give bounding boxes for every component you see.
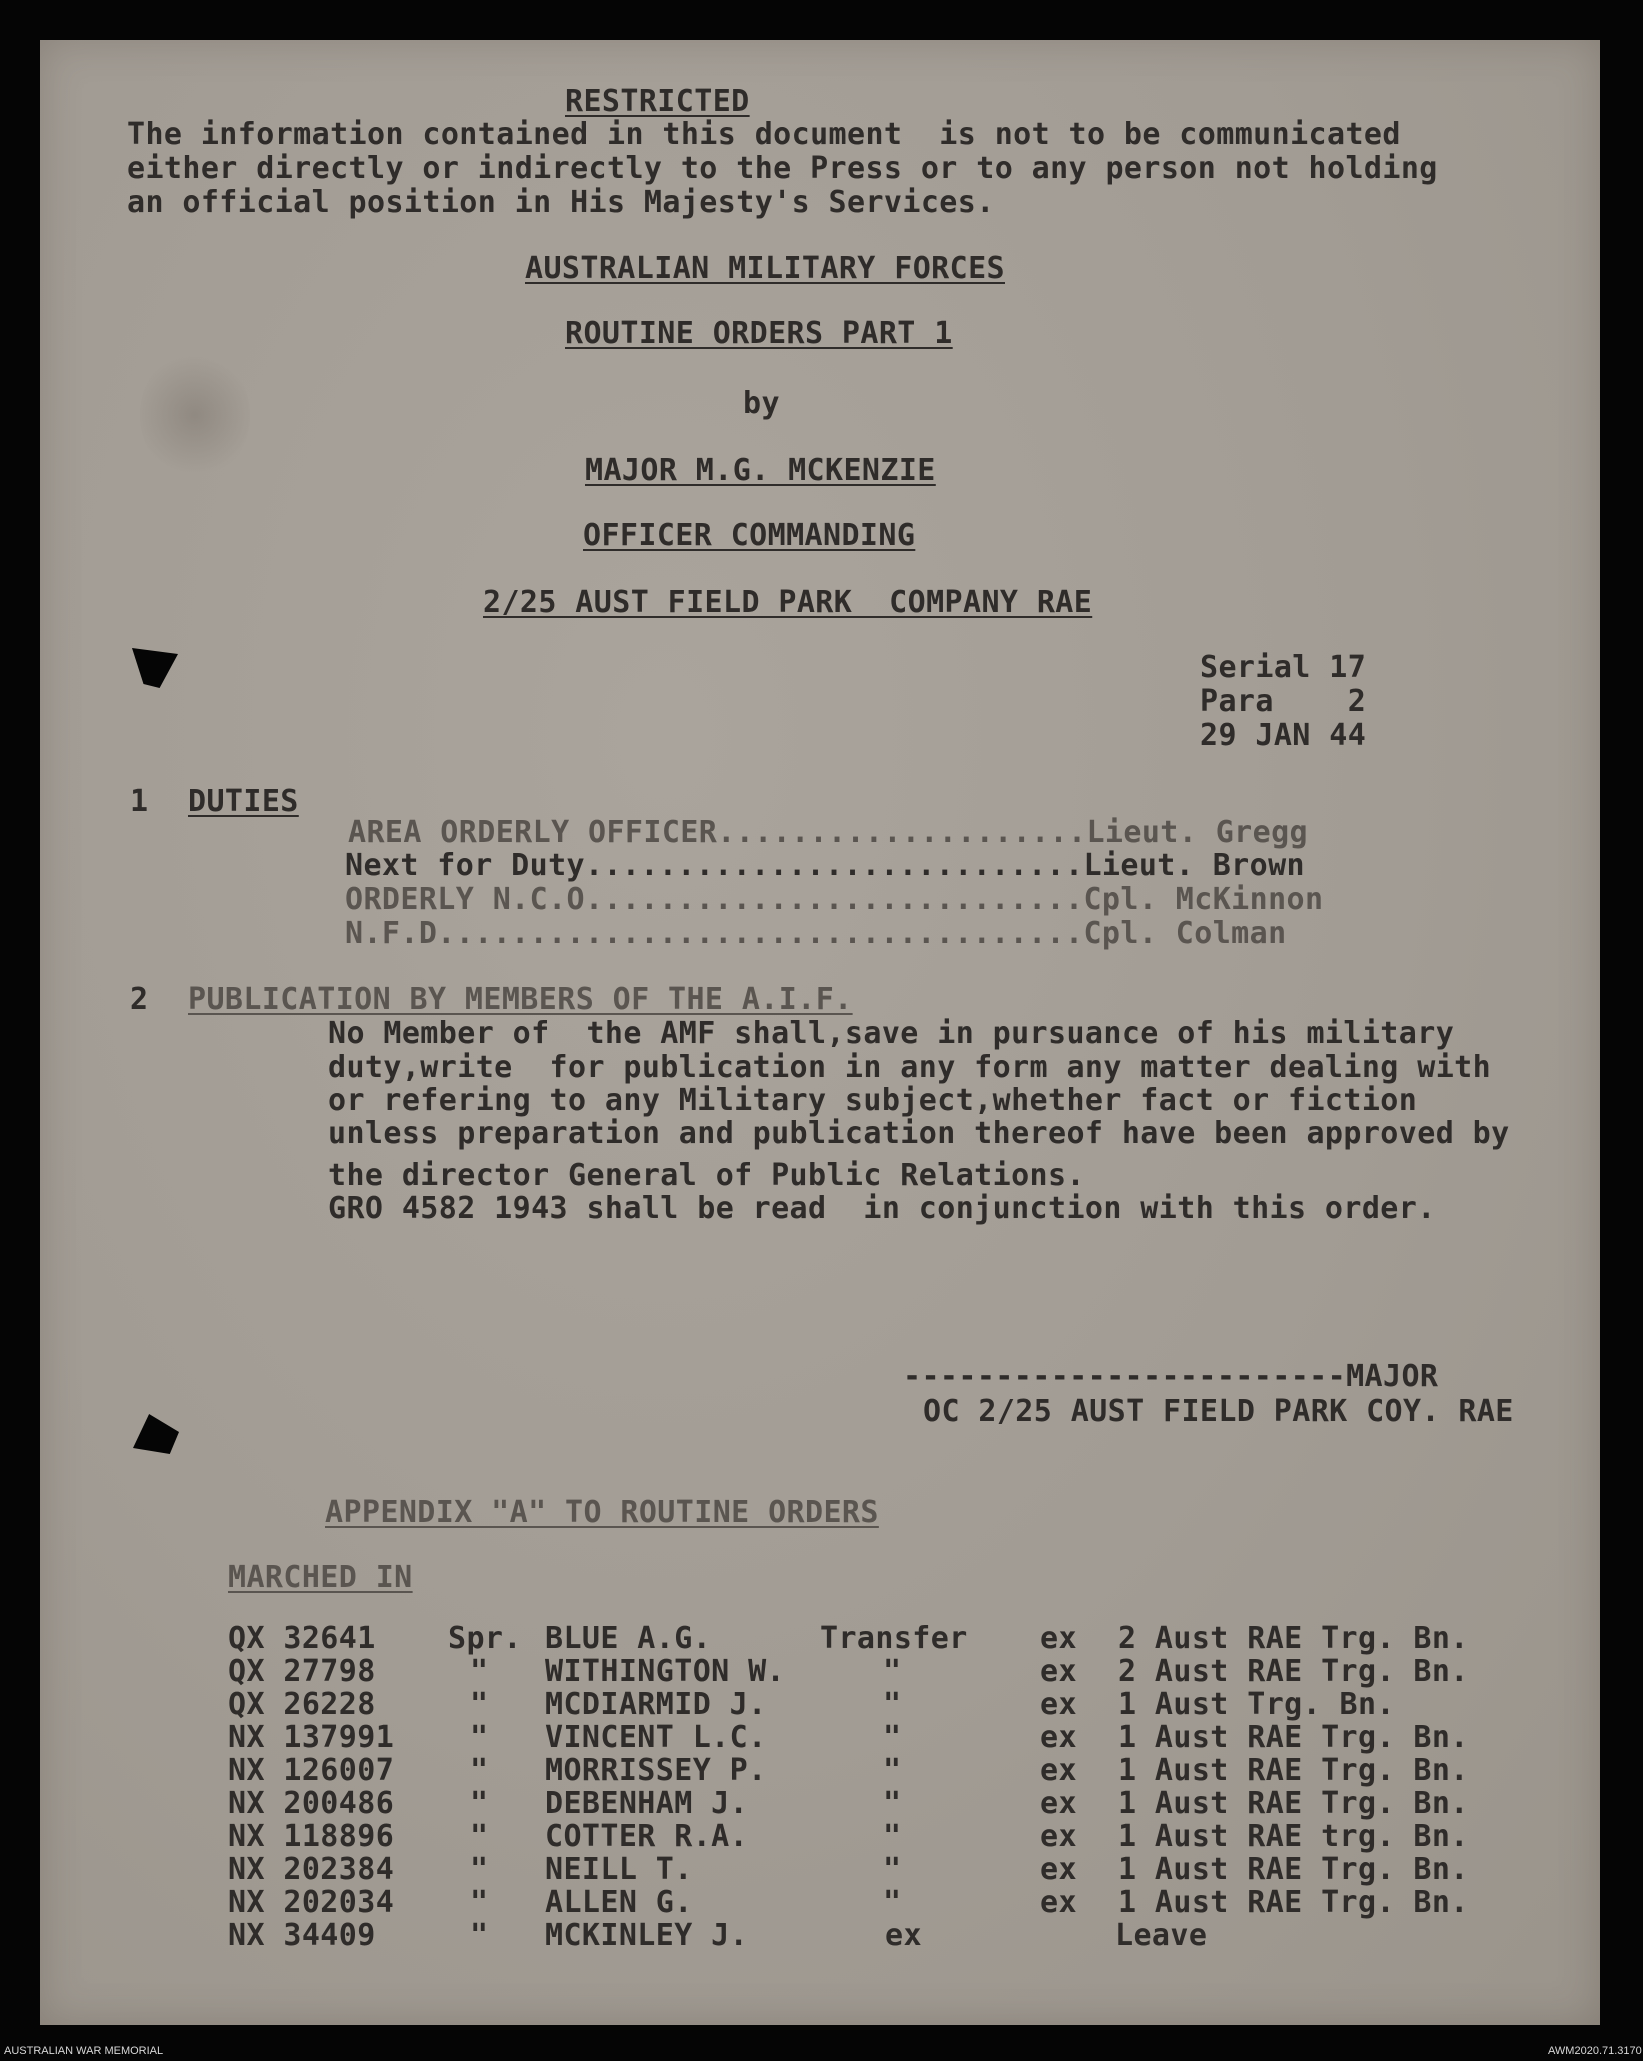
table-cell-reason: "	[883, 1720, 902, 1755]
table-cell-reason: "	[883, 1753, 902, 1788]
table-cell-name: MORRISSEY P.	[545, 1753, 767, 1788]
notice-line-3: an official position in His Majesty's Services.	[127, 185, 995, 220]
table-cell-name: ALLEN G.	[545, 1885, 693, 1920]
table-cell-name: NEILL T.	[545, 1852, 693, 1887]
table-cell-ex: ex	[1040, 1885, 1077, 1920]
duties-number: 1	[130, 784, 149, 819]
table-cell-reason: "	[883, 1654, 902, 1689]
table-cell-rank: "	[470, 1720, 489, 1755]
table-cell-rank: "	[470, 1852, 489, 1887]
publication-line: the director General of Public Relations.	[328, 1158, 1085, 1193]
table-cell-name: MCKINLEY J.	[545, 1918, 749, 1953]
table-cell-ex: ex	[1040, 1654, 1077, 1689]
table-cell-ex: ex	[1040, 1852, 1077, 1887]
duties-heading: DUTIES	[188, 784, 299, 819]
table-cell-from: 2 Aust RAE Trg. Bn.	[1118, 1621, 1469, 1656]
publication-heading: PUBLICATION BY MEMBERS OF THE A.I.F.	[188, 982, 853, 1017]
title-by: by	[743, 386, 780, 421]
table-cell-rank: "	[470, 1687, 489, 1722]
table-cell-number: NX 202034	[228, 1885, 395, 1920]
table-cell-reason: "	[883, 1819, 902, 1854]
publication-line: duty,write for publication in any form any matter dealing with	[328, 1050, 1492, 1085]
table-cell-number: NX 137991	[228, 1720, 395, 1755]
table-cell-ex: ex	[1040, 1819, 1077, 1854]
table-cell-rank: "	[470, 1918, 489, 1953]
table-cell-name: BLUE A.G.	[545, 1621, 712, 1656]
table-cell-name: DEBENHAM J.	[545, 1786, 749, 1821]
notice-line-1: The information contained in this document is not to be communicated	[127, 117, 1401, 152]
title-role: OFFICER COMMANDING	[583, 518, 916, 553]
table-cell-name: WITHINGTON W.	[545, 1654, 785, 1689]
signature-line: ------------------------MAJOR	[903, 1359, 1439, 1394]
table-cell-from: 1 Aust RAE trg. Bn.	[1118, 1819, 1469, 1854]
signature-unit: OC 2/25 AUST FIELD PARK COY. RAE	[923, 1394, 1514, 1429]
title-orders: ROUTINE ORDERS PART 1	[565, 316, 953, 351]
footer-archive: AUSTRALIAN WAR MEMORIAL	[4, 2045, 164, 2057]
table-cell-rank: "	[470, 1654, 489, 1689]
appendix-heading: APPENDIX "A" TO ROUTINE ORDERS	[325, 1495, 879, 1530]
table-cell-from: 1 Aust RAE Trg. Bn.	[1118, 1885, 1469, 1920]
table-cell-from: 2 Aust RAE Trg. Bn.	[1118, 1654, 1469, 1689]
title-officer: MAJOR M.G. MCKENZIE	[585, 453, 936, 488]
table-cell-reason: "	[883, 1786, 902, 1821]
table-cell-ex: ex	[1040, 1621, 1077, 1656]
publication-number: 2	[130, 982, 149, 1017]
table-cell-rank: "	[470, 1753, 489, 1788]
duty-row: Next for Duty...........................Lieut. Brown	[345, 848, 1305, 883]
serial-number: Serial 17	[1200, 650, 1367, 685]
table-cell-from: Leave	[1115, 1918, 1208, 1953]
marched-in-heading: MARCHED IN	[228, 1560, 413, 1595]
table-cell-number: NX 202384	[228, 1852, 395, 1887]
table-cell-number: NX 34409	[228, 1918, 376, 1953]
table-cell-rank: "	[470, 1819, 489, 1854]
serial-date: 29 JAN 44	[1200, 718, 1367, 753]
restricted-label: RESTRICTED	[565, 84, 750, 119]
table-cell-number: QX 26228	[228, 1687, 376, 1722]
table-cell-from: 1 Aust RAE Trg. Bn.	[1118, 1852, 1469, 1887]
table-cell-number: QX 27798	[228, 1654, 376, 1689]
title-org: AUSTRALIAN MILITARY FORCES	[525, 251, 1005, 286]
table-cell-from: 1 Aust RAE Trg. Bn.	[1118, 1753, 1469, 1788]
table-cell-number: QX 32641	[228, 1621, 376, 1656]
table-cell-reason: "	[883, 1687, 902, 1722]
publication-line: or refering to any Military subject,whether fact or fiction	[328, 1083, 1418, 1118]
publication-line: No Member of the AMF shall,save in pursuance of his military	[328, 1016, 1455, 1051]
table-cell-ex: ex	[1040, 1753, 1077, 1788]
table-cell-from: 1 Aust RAE Trg. Bn.	[1118, 1720, 1469, 1755]
table-cell-ex: ex	[1040, 1720, 1077, 1755]
table-cell-number: NX 118896	[228, 1819, 395, 1854]
table-cell-rank: "	[470, 1786, 489, 1821]
table-cell-number: NX 200486	[228, 1786, 395, 1821]
footer-reference: AWM2020.71.3170	[1548, 2045, 1642, 2057]
table-cell-name: VINCENT L.C.	[545, 1720, 767, 1755]
table-cell-name: MCDIARMID J.	[545, 1687, 767, 1722]
table-cell-from: 1 Aust RAE Trg. Bn.	[1118, 1786, 1469, 1821]
duty-row: N.F.D...................................Cpl. Colman	[345, 916, 1287, 951]
table-cell-reason: Transfer	[820, 1621, 968, 1656]
title-unit: 2/25 AUST FIELD PARK COMPANY RAE	[483, 585, 1093, 620]
duty-row: ORDERLY N.C.O...........................Cpl. McKinnon	[345, 882, 1324, 917]
table-cell-number: NX 126007	[228, 1753, 395, 1788]
table-cell-name: COTTER R.A.	[545, 1819, 749, 1854]
duty-row: AREA ORDERLY OFFICER....................Lieut. Gregg	[348, 815, 1308, 850]
table-cell-rank: "	[470, 1885, 489, 1920]
notice-line-2: either directly or indirectly to the Press or to any person not holding	[127, 151, 1438, 186]
table-cell-ex: ex	[1040, 1786, 1077, 1821]
table-cell-reason: "	[883, 1852, 902, 1887]
smudge-mark	[140, 350, 250, 480]
table-cell-rank: Spr.	[448, 1621, 522, 1656]
table-cell-reason: ex	[885, 1918, 922, 1953]
publication-line: unless preparation and publication thereof have been approved by	[328, 1116, 1510, 1151]
table-cell-ex: ex	[1040, 1687, 1077, 1722]
publication-line: GRO 4582 1943 shall be read in conjunction with this order.	[328, 1191, 1436, 1226]
serial-para: Para 2	[1200, 684, 1367, 719]
table-cell-from: 1 Aust Trg. Bn.	[1118, 1687, 1395, 1722]
table-cell-reason: "	[883, 1885, 902, 1920]
